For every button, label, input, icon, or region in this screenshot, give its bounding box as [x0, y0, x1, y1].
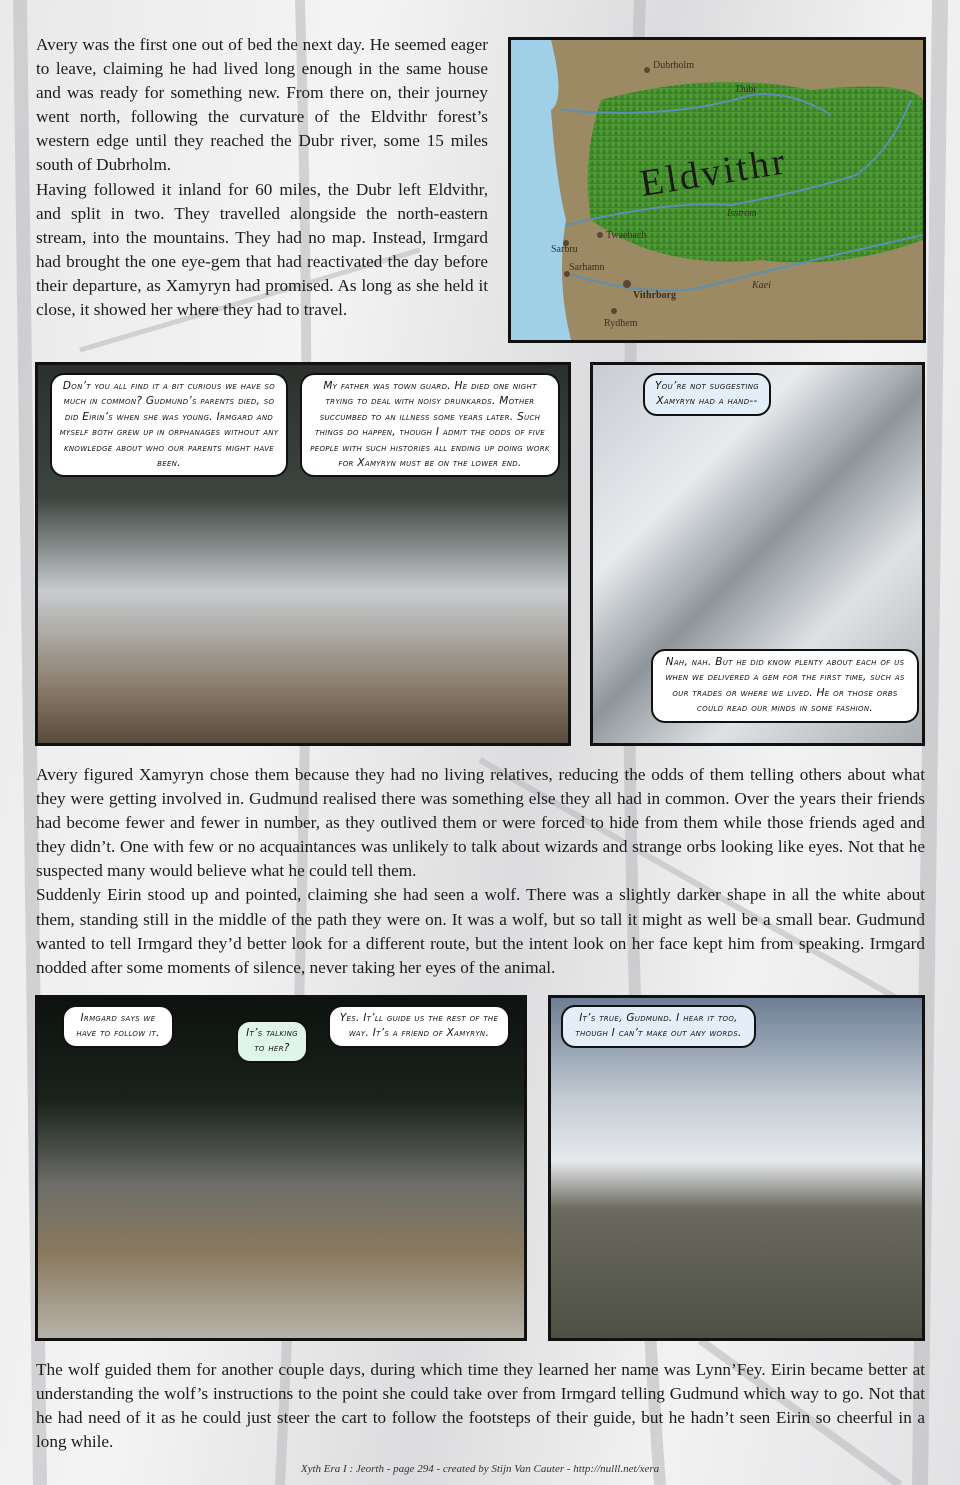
speech-bubble: You’re not suggesting Xamyryn had a hand--	[643, 373, 771, 416]
comic-panel-wolf-guide	[35, 995, 527, 1341]
paragraph: Avery figured Xamyryn chose them because they had no living relatives, reducing the odds of them telling others about what they were getting involved in. Gudmund realised there was something else they all had in common. Over the years their friends had become fewer and fewer in number, as they outlived them or were forced to hide from them while those friends aged and they didn’t. One with few or no acquaintances was unlikely to talk about wizards and strange orbs looking like eyes. Not that he suspected many would believe what he could tell them.	[36, 765, 925, 881]
story-text-intro	[36, 33, 488, 322]
story-text-middle	[36, 763, 925, 980]
paragraph: Suddenly Eirin stood up and pointed, claiming she had seen a wolf. There was a slightly darker shape in all the white about them, standing still in the middle of the path they were on. It was a wolf, but so tall it might as well be a small bear. Gudmund wanted to tell Irmgard they’d better look for a different route, but the intent look on her face kept him from speaking. Irmgard nodded after some moments of silence, never taking her eyes of the animal.	[36, 885, 925, 977]
map-label-sarbru: Sarbru	[551, 244, 578, 255]
paragraph: Avery was the first one out of bed the next day. He seemed eager to leave, claiming he had lived long enough in the same house and was ready for something new. From there on, their journey went north, following the curvature of the Eldvithr forest’s western edge until they reached the Dubr river, some 15 miles south of Dubrholm.	[36, 35, 488, 175]
speech-bubble: It’s talking to her?	[236, 1020, 308, 1063]
speech-bubble: Don’t you all find it a bit curious we have so much in common? Gudmund’s parents died, so did Eirin’s when she was young. Irmgard and myself both grew up in orphanages without any knowledge about who our parents might have been.	[50, 373, 288, 477]
map-label-eldvithr: Eldvithr	[637, 140, 791, 205]
speech-bubble: Nah, nah. But he did know plenty about each of us when we delivered a gem for the first time, such as our trades or where we lived. He or those orbs could read our minds in some fashion.	[651, 649, 919, 723]
map-label-dubrholm: Dubrholm	[653, 60, 695, 71]
paragraph: The wolf guided them for another couple days, during which time they learned her name was Lynn’Fey. Eirin became better at understanding the wolf’s instructions to the point she could take over from Irmgard telling Gudmund which way to go. Not that he had need of it as he could just steer the cart to follow the footsteps of their guide, but he hadn’t seen Eirin so cheerful in a long while.	[36, 1360, 925, 1452]
map-label-sarhamn: Sarhamn	[569, 262, 605, 273]
page-footer-credits: Xyth Era I : Jeorth - page 294 - created by Stijn Van Cauter - http://nulll.net/xera	[300, 1463, 660, 1475]
speech-bubble: Irmgard says we have to follow it.	[62, 1005, 174, 1048]
paragraph: Having followed it inland for 60 miles, the Dubr left Eldvithr, and split in two. They travelled alongside the north-eastern stream, into the mountains. They had no map. Instead, Irmgard had brought the one eye-gem that had reactivated the day before their departure, as Xamyryn had promised. As long as she held it close, it showed her where they had to travel.	[36, 179, 488, 320]
map-label-dubr: Dubr	[736, 84, 757, 95]
map-label-kaei: Kaei	[752, 280, 771, 291]
comic-panel-cart-conversation	[35, 362, 571, 746]
comic-panel-cart-overhead	[590, 362, 925, 746]
story-text-end	[36, 1358, 925, 1454]
speech-bubble: Yes. It’ll guide us the rest of the way. It’s a friend of Xamyryn.	[328, 1005, 510, 1048]
map-label-vithrborg: Vithrborg	[633, 290, 676, 301]
comic-panel-wolf-path	[548, 995, 925, 1341]
speech-bubble: It’s true, Gudmund. I hear it too, though I can’t make out any words.	[561, 1005, 756, 1048]
map-label-twaebach: Twaebach	[606, 230, 647, 241]
map-eldvithr	[508, 37, 926, 343]
map-label-rydhem: Rydhem	[604, 318, 638, 329]
map-label-isstrom: Isstrom	[727, 208, 757, 219]
speech-bubble: My father was town guard. He died one night trying to deal with noisy drunkards. Mother succumbed to an illness some years later. Such things do happen, though I admit the odds of five people with such histories all ending up doing work for Xamyryn must be on the lower end.	[300, 373, 560, 477]
